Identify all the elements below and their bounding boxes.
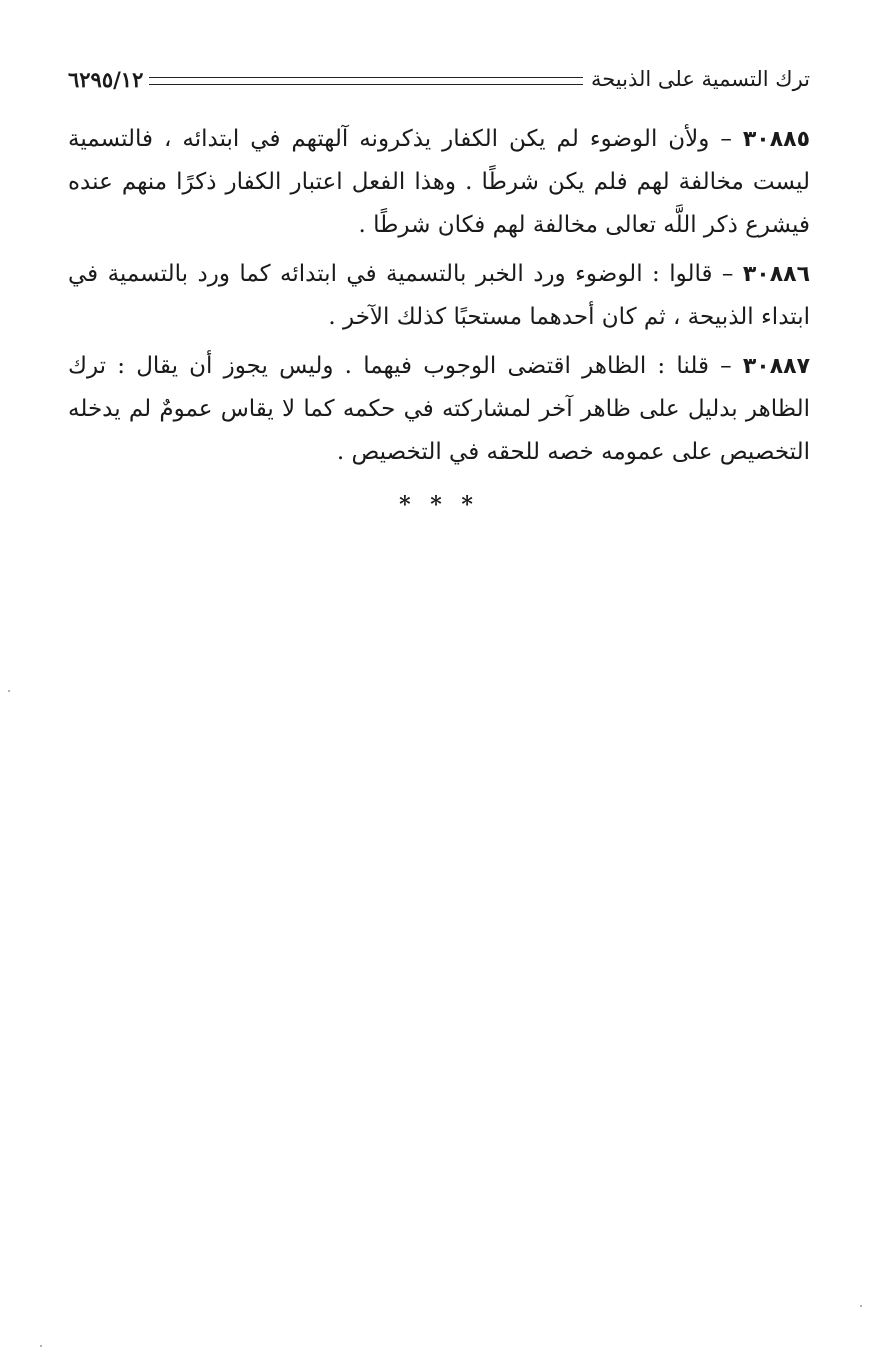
paragraph-text: – قلنا : الظاهر اقتضى الوجوب فيهما . وليس يجوز أن يقال : ترك الظاهر بدليل على ظاهر آخر لمشاركته في حكمه كما لا يقاس عمومٌ لم يدخله التخصيص على عمومه خصه للحقه في التخصيص . [68, 353, 810, 465]
paragraph-number: ٣٠٨٨٧ [742, 354, 811, 379]
header-page-reference: ٦٢٩٥/١٢ [68, 66, 144, 92]
paragraph-number: ٣٠٨٨٥ [742, 127, 810, 152]
paragraph [68, 345, 810, 474]
paragraph-text: – ولأن الوضوء لم يكن الكفار يذكرونه آلهتهم في ابتدائه ، فالتسمية ليست مخالفة لهم فلم يكن شرطًا . وهذا الفعل اعتبار الكفار ذكرًا منهم عنده فيشرع ذكر اللَّه تعالى مخالفة لهم فكان شرطًا . [68, 126, 810, 238]
paragraph [68, 118, 810, 247]
running-header [68, 62, 810, 96]
header-rule [149, 77, 583, 85]
scan-speck [40, 1345, 42, 1347]
body-text [68, 118, 810, 527]
header-title: ترك التسمية على الذبيحة [590, 67, 810, 91]
paragraph-text: – قالوا : الوضوء ورد الخبر بالتسمية في ابتدائه كما ورد بالتسمية في ابتداء الذبيحة ، ثم كان أحدهما مستحبًا كذلك الآخر . [68, 261, 810, 330]
scan-speck [8, 690, 10, 692]
section-separator: * * * [399, 492, 479, 518]
paragraph-number: ٣٠٨٨٦ [742, 262, 810, 287]
paragraph [68, 253, 810, 339]
scan-speck [860, 1305, 862, 1307]
